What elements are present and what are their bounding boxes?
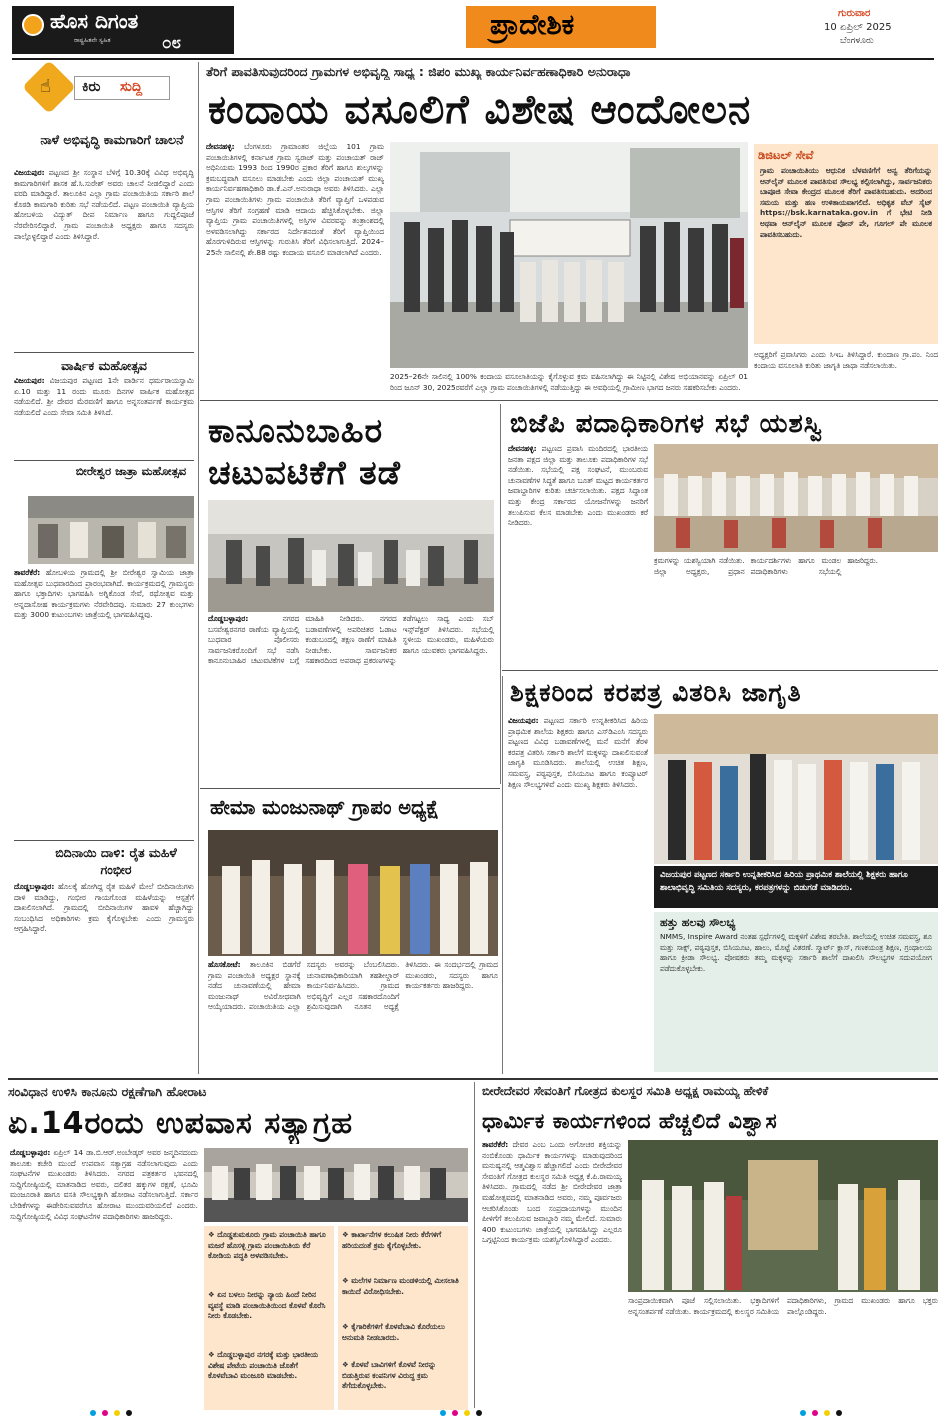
demand-item: ❖ ಕೊಳವೆ ಬಾವಿಗಳಿಗೆ ಕೊಳವೆ ನೀರನ್ನು ಬಿಡುತ್ತಿರುವ ಕಂಪನಿಗಳ ವಿರುದ್ಧ ಕ್ರಮ ತೆಗೆದುಕೊಳ್ಳಬೇಕು.: [342, 1360, 437, 1391]
lead-headline: ಕಂದಾಯ ವಸೂಲಿಗೆ ವಿಶೇಷ ಆಂದೋಲನ: [208, 87, 752, 133]
demand-item: ❖ ಕಾರ್ಖಾನೆಗಳ ಕಲುಷಿತ ನೀರು ಕೆರೆಗಳಿಗೆ ಹರಿಯದಂತೆ ಕ್ರಮ ಕೈಗೊಳ್ಳಬೇಕು.: [342, 1230, 442, 1250]
digital-service-body: ಗ್ರಾಮ ಪಂಚಾಯಿತಿಯು ಆಧುನಿಕ ಬೆಳವಣಿಗೆಗೆ ಅನ್ವ ತೆರಿಗೆಯನ್ನು ಆನ್‌ಲೈನ್ ಮೂಲಕ ಪಾವತಿಸುವ ಸೌಲಭ್ಯ ಕಲ್ಪಿಸಲಾಗಿದ್ದು, ಸಾರ್ವಜನಿಕರು ಬಾಪೂಜಿ ಸೇವಾ ಕೇಂದ್ರದ ಮೂಲಕ ತೆರಿಗೆ ಪಾವತಿಸಬಹುದು. ಅದರಿಂದ ಸಮಯ ಮತ್ತು ಹಣ ಉಳಿತಾಯವಾಗಲಿದೆ. ಅಧಿಕೃತ ವೆಬ್ ಸೈಟ್ https://bsk.karnataka.gov.in ಗೆ ಭೇಟಿ ನೀಡಿ ಅಥವಾ ಆನ್‌ಲೈನ್ ಮೂಲಕ ಪೋನ್ ಪೇ, ಗೂಗಲ್ ಪೇ ಮೂಲಕ ಪಾವತಿಸಬಹುದು.: [760, 166, 932, 239]
section-title: ಪ್ರಾದೇಶಿಕ: [490, 8, 575, 41]
masthead-rule: [12, 58, 934, 60]
logo-text: ಹೊಸ ದಿಗಂತ: [50, 9, 139, 33]
brief4-title: ಬಿದಿನಾಯಿ ದಾಳಿ: ರೈತ ಮಹಿಳೆ ಗಂಭೀರ: [55, 845, 177, 877]
story5-headline: ಹೇಮಾ ಮಂಜುನಾಥ್ ಗ್ರಾಪಂ ಅಧ್ಯಕ್ಷೆ: [210, 796, 439, 819]
bottom-band-rule: [8, 1078, 938, 1080]
bjp-meeting-photo: [654, 444, 938, 552]
brief-rule-1: [14, 352, 194, 353]
story6-body: ದೊಡ್ಡಬಳ್ಳಾಪುರ: ಏಪ್ರಿಲ್ 14 ಡಾ.ಬಿ.ಆರ್.ಅಂಬೇಡ್ಕರ್ ಅವರ ಜನ್ಮದಿನದಂದು ತಾಲೂಕು ಕಚೇರಿ ಮುಂದೆ ಉಪವಾಸ ಸತ್ಯಾಗ್ರಹ ನಡೆಸಲಾಗುವುದು ಎಂದು ಸಂಘಟನೆಗಳ ಮುಖಂಡರು ತಿಳಿಸಿದರು. ನಗರದ ಪತ್ರಕರ್ತರ ಭವನದಲ್ಲಿ ಸುದ್ದಿಗೋಷ್ಠಿಯಲ್ಲಿ ಮಾತನಾಡಿದ ಅವರು, ದಲಿತರ ಹಕ್ಕುಗಳ ರಕ್ಷಣೆ, ಭೂಮಿ ಮಂಜೂರಾತಿ ಹಾಗೂ ವಸತಿ ಸೌಲಭ್ಯಕ್ಕಾಗಿ ಹೋರಾಟ ನಡೆಸಲಾಗುತ್ತಿದೆ. ಸರ್ಕಾರ ಬೇಡಿಕೆಗಳನ್ನು ಈಡೇರಿಸುವವರೆಗೂ ಹೋರಾಟ ಮುಂದುವರಿಯಲಿದೆ ಎಂದರು. ಸುದ್ದಿಗೋಷ್ಠಿಯಲ್ಲಿ ವಿವಿಧ ಸಂಘಟನೆಗಳ ಪದಾಧಿಕಾರಿಗಳು ಹಾಜರಿದ್ದರು.: [10, 1148, 198, 1221]
sidebar: [8, 62, 194, 1074]
registration-dot-icon: [836, 1410, 842, 1416]
registration-dot-icon: [824, 1410, 830, 1416]
bullet-icon: ❖: [208, 1230, 218, 1239]
page-number: ೦೮: [162, 33, 182, 53]
brief1-title: ನಾಳೆ ಅಭಿವೃದ್ಧಿ ಕಾಮಗಾರಿಗೆ ಚಾಲನೆ: [40, 132, 184, 147]
demand-item: ❖ ಏನ ಬಳಲು ನೀರನ್ನು ನ್ಯಾಯ ಹಿಂದೆ ನೀರಿನ ವ್ಯವಸ್ಥೆ ಮಾಡಿ ಪಂಚಾಯಿತಿಯಿಂದ ಕೊಳವೆ ಕೊರೆಸಿ ನೀರು ಕೊಡಬೇಕು.: [208, 1290, 326, 1321]
story2-headline-b: ಚಟುವಟಿಕೆಗೆ ತಡೆ: [208, 453, 401, 492]
story2-divider: [500, 404, 501, 784]
story3-headline: ಬಿಜೆಪಿ ಪದಾಧಿಕಾರಿಗಳ ಸಭೆ ಯಶಸ್ವಿ: [510, 409, 824, 439]
facilities-body: NMMS, Inspire Award ನಂತಹ ಸ್ಪರ್ಧೆಗಳಲ್ಲಿ ಮಕ್ಕಳಿಗೆ ವಿಶೇಷ ತರಬೇತಿ. ಶಾಲೆಯಲ್ಲಿ ಉಚಿತ ಸಮವಸ್ತ್ರ, ಶೂ ಮತ್ತು ಸಾಕ್ಸ್, ಪಠ್ಯಪುಸ್ತಕ, ಬಿಸಿಯೂಟ, ಹಾಲು, ಮೊಟ್ಟೆ ವಿತರಣೆ. ಸ್ಮಾರ್ಟ್ ಕ್ಲಾಸ್, ಗಣಕಯಂತ್ರ ಶಿಕ್ಷಣ, ಗ್ರಂಥಾಲಯ ಹಾಗೂ ಕ್ರೀಡಾ ಸೌಲಭ್ಯ. ಪೋಷಕರು ತಮ್ಮ ಮಕ್ಕಳನ್ನು ಸರ್ಕಾರಿ ಶಾಲೆಗೆ ದಾಖಲಿಸಿ ಸೌಲಭ್ಯಗಳ ಸದುಪಯೋಗ ಪಡೆದುಕೊಳ್ಳಬೇಕು.: [660, 932, 932, 973]
bullet-icon: ❖: [208, 1290, 218, 1299]
registration-marks: [90, 1410, 150, 1418]
dateline-day: ಗುರುವಾರ: [838, 8, 871, 19]
registration-dot-icon: [102, 1410, 108, 1416]
registration-dot-icon: [440, 1410, 446, 1416]
brief-brand-b: ಸುದ್ದಿ: [120, 79, 143, 95]
story6-kicker: ಸಂವಿಧಾನ ಉಳಿಸಿ ಕಾನೂನು ರಕ್ಷಣೆಗಾಗಿ ಹೋರಾಟ: [8, 1084, 207, 1099]
bullet-icon: ❖: [342, 1276, 352, 1285]
bullet-icon: ❖: [342, 1322, 352, 1331]
police-meeting-photo: [208, 500, 494, 612]
story7-headline: ಧಾರ್ಮಿಕ ಕಾರ್ಯಗಳಿಂದ ಹೆಚ್ಚಲಿದೆ ವಿಶ್ವಾಸ: [482, 1109, 778, 1133]
story4-headline: ಶಿಕ್ಷಕರಿಂದ ಕರಪತ್ರ ವಿತರಿಸಿ ಜಾಗೃತಿ: [510, 678, 802, 707]
registration-dot-icon: [800, 1410, 806, 1416]
story3-body: ದೇವನಹಳ್ಳಿ: ಪಟ್ಟಣದ ಪ್ರವಾಸಿ ಮಂದಿರದಲ್ಲಿ ಭಾರತೀಯ ಜನತಾ ಪಕ್ಷದ ಜಿಲ್ಲಾ ಮತ್ತು ತಾಲೂಕು ಪದಾಧಿಕಾರಿಗಳ ಸಭೆ ನಡೆಯಿತು. ಸಭೆಯಲ್ಲಿ ಪಕ್ಷ ಸಂಘಟನೆ, ಮುಂಬರುವ ಚುನಾವಣೆಗಳ ಸಿದ್ಧತೆ ಹಾಗೂ ಬೂತ್ ಮಟ್ಟದ ಕಾರ್ಯಕರ್ತರ ಜವಾಬ್ದಾರಿಗಳ ಕುರಿತು ಚರ್ಚಿಸಲಾಯಿತು. ಪಕ್ಷದ ಸಿದ್ಧಾಂತ ಮತ್ತು ಕೇಂದ್ರ ಸರ್ಕಾರದ ಯೋಜನೆಗಳನ್ನು ಜನರಿಗೆ ತಲುಪಿಸುವ ಕೆಲಸ ಮಾಡಬೇಕು ಎಂದು ಮುಖಂಡರು ಕರೆ ನೀಡಿದರು.: [508, 444, 648, 528]
press-meet-photo: [204, 1148, 468, 1222]
registration-marks: [800, 1410, 860, 1418]
brief2-body: ವಿಜಯಪುರ: ವಿಜಯಪುರ ಪಟ್ಟಣದ 1ನೇ ವಾರ್ಡಿನ ಧರ್ಮರಾಯಸ್ವಾಮಿ ಏ.10 ಮತ್ತು 11 ರಂದು ಮೂರು ದಿನಗಳ ವಾರ್ಷಿಕ ಮಹೋತ್ಸವ ನಡೆಯಲಿದೆ. ಶ್ರೀ ದೇವರ ಮೆರವಣಿಗೆ ಹಾಗೂ ಅನ್ನಸಂತರ್ಪಣೆ ಕಾರ್ಯಕ್ರಮ ನಡೆಯಲಿದೆ ಎಂದು ಸೇವಾ ಸಮಿತಿ ತಿಳಿಸಿದೆ.: [14, 376, 194, 417]
story6-headline: ಏ.14ರಂದು ಉಪವಾಸ ಸತ್ಯಾಗ್ರಹ: [8, 1106, 354, 1141]
teachers-photo: [654, 714, 938, 864]
lead-body: ದೇವನಹಳ್ಳಿ: ಬೆಂಗಳೂರು ಗ್ರಾಮಾಂತರ ಜಿಲ್ಲೆಯ 101 ಗ್ರಾಮ ಪಂಚಾಯಿತಿಗಳಲ್ಲಿ ಕರ್ನಾಟಕ ಗ್ರಾಮ ಸ್ವರಾಜ್ ಮತ್ತು ಪಂಚಾಯತ್ ರಾಜ್ ಅಧಿನಿಯಮ 1993 ರಿಂದ 1990ರ ಪ್ರಕಾರ ತೆರಿಗೆ ಹಾಗೂ ಶುಲ್ಕಗಳನ್ನು ಕ್ರಮಬದ್ಧವಾಗಿ ವಸೂಲು ಮಾಡಬೇಕು ಎಂದು ಜಿಲ್ಲಾ ಪಂಚಾಯತ್ ಮುಖ್ಯ ಕಾರ್ಯನಿರ್ವಹಣಾಧಿಕಾರಿ ಡಾ.ಕೆ.ಎನ್.ಅನುರಾಧಾ ಅವರು ತಿಳಿಸಿದರು. ಎಲ್ಲಾ ಗ್ರಾಮ ಪಂಚಾಯಿತಿಗಳು ಗ್ರಾಮ ಪಂಚಾಯಿತಿ ತೆರಿಗೆ ವ್ಯಾಪ್ತಿಗೆ ಒಳಪಡುವ ಆಸ್ತಿಗಳ ತೆರಿಗೆ ಸಂಗ್ರಹಣೆ ಮಾಡಿ ಆದಾಯ ಹೆಚ್ಚಿಸಿಕೊಳ್ಳಬೇಕು. ಜಿಲ್ಲಾ ವ್ಯಾಪ್ತಿಯ ಗ್ರಾಮ ಪಂಚಾಯಿತಿಗಳಲ್ಲಿ ಅಸ್ತಿಗಳ ವಿವರವನ್ನು ತಂತ್ರಾಂಶದಲ್ಲಿ ಅಳವಡಿಸಲಾಗಿದ್ದು ಸರ್ಕಾರದ ನಿರ್ದೇಶನದಂತೆ ತೆರಿಗೆ ವ್ಯಾಪ್ತಿಯಿಂದ ಹೊರಗುಳಿದಿರುವ ಆಸ್ತಿಗಳನ್ನು ಗುರುತಿಸಿ ತೆರಿಗೆ ವಿಧಿಸಲಾಗುತ್ತಿದೆ. 2024–25ನೇ ಸಾಲಿನಲ್ಲಿ ಶೇ.88 ರಷ್ಟು ಕಂದಾಯ ವಸೂಲಿ ಮಾಡಲಾಗಿದೆ ಎಂದರು.: [206, 142, 384, 257]
registration-dot-icon: [126, 1410, 132, 1416]
bullet-icon: ❖: [342, 1360, 352, 1369]
brief-brand-a: ಕಿರು: [82, 79, 101, 95]
lead-body-2: 2025–26ನೇ ಸಾಲಿನಲ್ಲಿ 100% ಕಂದಾಯ ವಸೂಲಾತಿಯನ್ನು ಕೈಗೊಳ್ಳುವ ಕ್ರಮ ವಹಿಸಲಾಗಿದ್ದು ಈ ನಿಟ್ಟಿನಲ್ಲಿ ವಿಶೇಷ ಅಭಿಯಾನವನ್ನು ಏಪ್ರಿಲ್ 01 ರಿಂದ ಜೂನ್ 30, 2025ರವರೆಗೆ ಎಲ್ಲಾ ಗ್ರಾಮ ಪಂಚಾಯಿತಿಗಳಲ್ಲಿ ನಡೆಯುತ್ತಿದ್ದು ಈ ಅವಧಿಯಲ್ಲಿ ಗ್ರಾಮೀಣ ಭಾಗದ ಜನರು ಸಹಕರಿಸಬೇಕು ಎಂದರು.: [390, 372, 748, 392]
brief-rule-2: [14, 460, 194, 461]
brief-brand: [8, 66, 194, 112]
story7-body: ತಾವರೆಕೆರೆ: ದೇವರ ಎಂಬ ಒಂದು ಅಗೋಚರ ಶಕ್ತಿಯನ್ನು ನಂಬಿಕೊಂಡು ಧಾರ್ಮಿಕ ಕಾರ್ಯಗಳನ್ನು ಮಾಡುವುದರಿಂದ ಮನುಷ್ಯನಲ್ಲಿ ಆತ್ಮವಿಶ್ವಾಸ ಹೆಚ್ಚಾಗಲಿದೆ ಎಂದು ಬೀರೇದೇವರ ಸೇವಂತಿಗೆ ಗೋತ್ರದ ಕುಲಸ್ಥರ ಸಮಿತಿ ಅಧ್ಯಕ್ಷ ಕೆ.ಪಿ.ರಾಮಯ್ಯ ತಿಳಿಸಿದರು. ಗ್ರಾಮದಲ್ಲಿ ನಡೆದ ಶ್ರೀ ಬೀರೇದೇವರ ಜಾತ್ರಾ ಮಹೋತ್ಸವದಲ್ಲಿ ಮಾತನಾಡಿದ ಅವರು, ನಮ್ಮ ಪೂರ್ವಜರು ಆಚರಿಸಿಕೊಂಡು ಬಂದ ಸಂಪ್ರದಾಯಗಳನ್ನು ಮುಂದಿನ ಪೀಳಿಗೆಗೆ ತಲುಪಿಸುವ ಜವಾಬ್ದಾರಿ ನಮ್ಮ ಮೇಲಿದೆ. ಸುಮಾರು 400 ಕುಟುಂಬಗಳು ಜಾತ್ರೆಯಲ್ಲಿ ಭಾಗವಹಿಸಿದ್ದು ಎಲ್ಲರೂ ಒಗ್ಗಟ್ಟಿನಿಂದ ಕಾರ್ಯಕ್ರಮ ಯಶಸ್ವಿಗೊಳಿಸಿದ್ದಾರೆ ಎಂದರು.: [482, 1140, 622, 1245]
story7-body-2: ಸಾಂಪ್ರದಾಯಿಕವಾಗಿ ಪೂಜೆ ಸಲ್ಲಿಸಲಾಯಿತು. ಭಕ್ತಾದಿಗಳಿಗೆ ಅನ್ನಸಂತರ್ಪಣೆ ನಡೆಯಿತು. ಕಾರ್ಯಕ್ರಮದಲ್ಲಿ ಕುಲಸ್ಥರ ಸಮಿತಿಯ ಪದಾಧಿಕಾರಿಗಳು, ಗ್ರಾಮದ ಮುಖಂಡರು ಹಾಗೂ ಭಕ್ತರು ಪಾಲ್ಗೊಂಡಿದ್ದರು.: [628, 1296, 938, 1316]
digital-service-title: ಡಿಜಿಟಲ್ ಸೇವೆ: [758, 148, 814, 162]
hand-glyph-icon: ☝: [40, 76, 51, 97]
demands-box-b: [338, 1226, 468, 1410]
jathra-photo: [28, 496, 194, 564]
registration-dot-icon: [90, 1410, 96, 1416]
story5-divider: [502, 676, 503, 1074]
sidebar-divider: [198, 62, 199, 1074]
bottom-divider: [474, 1082, 475, 1408]
digital-service-box: [754, 144, 938, 344]
gp-president-photo: [208, 830, 498, 956]
story7-kicker: ಬೀರೇದೇವರ ಸೇವಂತಿಗೆ ಗೋತ್ರದ ಕುಲಸ್ಥರ ಸಮಿತಿ ಅಧ್ಯಕ್ಷ ರಾಮಯ್ಯ ಹೇಳಿಕೆ: [482, 1084, 769, 1098]
bullet-icon: ❖: [342, 1230, 352, 1239]
dateline-place: ಬೆಂಗಳೂರು: [840, 36, 874, 46]
brief2-title: ವಾರ್ಷಿಕ ಮಹೋತ್ಸವ: [61, 358, 147, 373]
brief3-body: ತಾವರೆಕೆರೆ: ಹೋಬಳಿಯ ಗ್ರಾಮದಲ್ಲಿ ಶ್ರೀ ಬೀರೇಶ್ವರ ಸ್ವಾಮಿಯ ಜಾತ್ರಾ ಮಹೋತ್ಸವ ಬುಧವಾರದಿಂದ ಪ್ರಾರಂಭವಾಗಿದೆ. ಕಾರ್ಯಕ್ರಮದಲ್ಲಿ ಗ್ರಾಮಸ್ಥರು ಹಾಗೂ ಭಕ್ತಾದಿಗಳು ಭಾಗವಹಿಸಿ ಅಗ್ನಿಕೊಂಡ ಸೇವೆ, ರಥೋತ್ಸವ ಮತ್ತು ಅನ್ನದಾಸೋಹ ಕಾರ್ಯಕ್ರಮಗಳು ನೆರವೇರಿದವು. ಸುಮಾರು 27 ಕುಂಭಗಳು ಮತ್ತು 3000 ಕುಟುಂಬಗಳು ಜಾತ್ರೆಯಲ್ಲಿ ಭಾಗವಹಿಸಿದ್ದವು.: [14, 568, 194, 620]
story4-body: ವಿಜಯಪುರ: ಪಟ್ಟಣದ ಸರ್ಕಾರಿ ಉನ್ನತೀಕರಿಸಿದ ಹಿರಿಯ ಪ್ರಾಥಮಿಕ ಶಾಲೆಯ ಶಿಕ್ಷಕರು ಹಾಗೂ ಎಸ್‌ಡಿಎಂಸಿ ಸದಸ್ಯರು ಪಟ್ಟಣದ ವಿವಿಧ ಬಡಾವಣೆಗಳಲ್ಲಿ ಮನೆ ಮನೆಗೆ ತೆರಳಿ ಕರಪತ್ರ ವಿತರಿಸಿ ಸರ್ಕಾರಿ ಶಾಲೆಗೆ ಮಕ್ಕಳನ್ನು ದಾಖಲಿಸುವಂತೆ ಜಾಗೃತಿ ಮೂಡಿಸಿದರು. ಶಾಲೆಯಲ್ಲಿ ಉಚಿತ ಶಿಕ್ಷಣ, ಸಮವಸ್ತ್ರ, ಪಠ್ಯಪುಸ್ತಕ, ಬಿಸಿಯೂಟ ಹಾಗೂ ಕಂಪ್ಯೂಟರ್ ಶಿಕ್ಷಣ ಸೌಲಭ್ಯಗಳಿವೆ ಎಂದು ಮುಖ್ಯ ಶಿಕ್ಷಕರು ತಿಳಿಸಿದರು.: [508, 716, 648, 789]
temple-photo: [628, 1140, 938, 1292]
brief4-body: ದೊಡ್ಡಬಳ್ಳಾಪುರ: ಹೊಲಕ್ಕೆ ಹೋಗಿದ್ದ ರೈತ ಮಹಿಳೆ ಮೇಲೆ ಬೀದಿನಾಯಿಗಳು ದಾಳಿ ಮಾಡಿದ್ದು, ಗಂಭೀರ ಗಾಯಗೊಂಡ ಮಹಿಳೆಯನ್ನು ಆಸ್ಪತ್ರೆಗೆ ದಾಖಲಿಸಲಾಗಿದೆ. ಗ್ರಾಮದಲ್ಲಿ ಬೀದಿನಾಯಿಗಳ ಹಾವಳಿ ಹೆಚ್ಚಾಗಿದ್ದು ಸಂಬಂಧಿಸಿದ ಅಧಿಕಾರಿಗಳು ಕ್ರಮ ಕೈಗೊಳ್ಳಬೇಕು ಎಂದು ಗ್ರಾಮಸ್ಥರು ಆಗ್ರಹಿಸಿದ್ದಾರೆ.: [14, 882, 194, 934]
logo-block: [12, 6, 234, 54]
dateline-date: 10 ಏಪ್ರಿಲ್ 2025: [824, 22, 892, 33]
brief-rule-3: [14, 840, 194, 841]
registration-dot-icon: [114, 1410, 120, 1416]
brief1-body: ವಿಜಯಪುರ: ಪಟ್ಟಣದ ಶ್ರೀ ಸಂಸ್ಥಾನ ಬೆಳಿಗ್ಗೆ 10.30ಕ್ಕೆ ವಿವಿಧ ಅಭಿವೃದ್ಧಿ ಕಾಮಗಾರಿಗಳಿಗೆ ಶಾಸಕ ಹೆ.ಸಿ.ಸುರೇಶ್ ಅವರು ಚಾಲನೆ ನೀಡಲಿದ್ದಾರೆ ಎಂದು ವರದಿ ಮಾಡಿದ್ದಾರೆ. ತಾಲೂಕಿನ ಎಲ್ಲಾ ಗ್ರಾಮ ಪಂಚಾಯಿತಿಯ ಸರ್ಕಾರಿ ಶಾಲೆ ಕೊಠಡಿ ಕಾಮಗಾರಿ ಕುರಿತು ಸಭೆ ನಡೆಯಲಿದೆ. ಪಟ್ಟಣ ಪಂಚಾಯಿತಿ ವ್ಯಾಪ್ತಿಯ ಹೋಬಳಿಯ ವಿದ್ಯುತ್ ದೀಪ ನಿರ್ಮಾಣ ಹಾಗೂ ಗುದ್ದಲಿಪೂಜೆ ನೆರವೇರಿಸಲಿದ್ದಾರೆ. ಗ್ರಾಮ ಪಂಚಾಯಿತಿ ಅಧ್ಯಕ್ಷರು ಹಾಗೂ ಸದಸ್ಯರು ಪಾಲ್ಗೊಳ್ಳಲಿದ್ದಾರೆ ಎಂದು ತಿಳಿಸಿದ್ದಾರೆ.: [14, 168, 194, 241]
demand-item: ❖ ದೊಡ್ಡಬಳ್ಳಾಪುರ ನಗರಕ್ಕೆ ಮತ್ತು ಭಾರತೀಯ ವಿಶೇಷ ಪೇಟೆಯ ಪಂಚಾಯಿತಿ ಜೊತೆಗೆ ಕೊಳವೆಬಾವಿ ಮಂಜೂರಿ ಮಾಡಬೇಕು.: [208, 1350, 319, 1381]
story3-bottom-rule: [502, 670, 938, 671]
registration-marks: [440, 1410, 500, 1418]
registration-dot-icon: [452, 1410, 458, 1416]
facilities-title: ಹತ್ತು ಹಲವು ಸೌಲಭ್ಯ: [660, 916, 736, 929]
story5-body: ಹೊಸಕೋಟೆ: ತಾಲೂಕಿನ ಬಿಡಗೆರೆ ಗ್ರಾಮ ಪಂಚಾಯಿತಿ ಅಧ್ಯಕ್ಷರ ಸ್ಥಾನಕ್ಕೆ ನಡೆದ ಚುನಾವಣೆಯಲ್ಲಿ ಹೇಮಾ ಮಂಜುನಾಥ್ ಅವಿರೋಧವಾಗಿ ಆಯ್ಕೆಯಾದರು. ಪಂಚಾಯಿತಿಯ ಎಲ್ಲಾ ಸದಸ್ಯರು ಅವರನ್ನು ಬೆಂಬಲಿಸಿದರು. ಚುನಾವಣಾಧಿಕಾರಿಯಾಗಿ ತಹಶೀಲ್ದಾರ್ ಕಾರ್ಯನಿರ್ವಹಿಸಿದರು. ಗ್ರಾಮದ ಅಭಿವೃದ್ಧಿಗೆ ಎಲ್ಲರ ಸಹಕಾರದೊಂದಿಗೆ ಶ್ರಮಿಸುವುದಾಗಿ ನೂತನ ಅಧ್ಯಕ್ಷೆ ತಿಳಿಸಿದರು. ಈ ಸಂದರ್ಭದಲ್ಲಿ ಗ್ರಾಮದ ಮುಖಂಡರು, ಸದಸ್ಯರು ಹಾಗೂ ಕಾರ್ಯಕರ್ತರು ಹಾಜರಿದ್ದರು.: [208, 960, 498, 1012]
bullet-icon: ❖: [208, 1350, 218, 1359]
demand-item: ❖ ಕೈಗಾರಿಕೆಗಳಿಗೆ ಕೊಳವೆಬಾವಿ ಕೊರೆಯಲು ಅನುಮತಿ ನೀಡಬಾರದು.: [342, 1322, 445, 1342]
lead-tail: ಅಧ್ಯಕ್ಷರಿಗೆ ಪ್ರವಾಸಿಗರು ಎಂದು ಸಿಇಒ ತಿಳಿಸಿದ್ದಾರೆ. ಕುಂದಾಣ ಗ್ರಾ.ಪಂ. ನಿಂದ ಕಂದಾಯ ವಸೂಲಾತಿ ಕುರಿತು ಜಾಗೃತಿ ಜಾಥಾ ನಡೆಸಲಾಯಿತು.: [754, 350, 938, 370]
lead-bottom-rule: [200, 400, 938, 401]
story5-top-rule: [200, 788, 500, 789]
demands-box-a: [204, 1226, 334, 1410]
facilities-box: [654, 912, 938, 1072]
demand-item: ❖ ಮಲೆಗಳ ನಿರ್ಮಾಣ ಮಂಡಳಿಯಲ್ಲಿ ಮೀಸಲಾತಿ ಕಾಯಿದೆ ವಿರೋಧಿಸಬೇಕು.: [342, 1276, 459, 1296]
registration-dot-icon: [812, 1410, 818, 1416]
logo-emblem-icon: [22, 14, 44, 36]
lead-photo: [390, 142, 748, 368]
logo-subtitle: ರಾಷ್ಟ್ರಹಿತವೇ ಸ್ವಹಿತ: [74, 37, 111, 44]
story2-headline-a: ಕಾನೂನುಬಾಹಿರ: [208, 411, 384, 450]
masthead: [0, 0, 945, 58]
story3-body-2: ಕ್ರಮಗಳನ್ನು ಯಶಸ್ವಿಯಾಗಿ ನಡೆಯಿತು. ಜಿಲ್ಲಾ ಅಧ್ಯಕ್ಷರು, ಪ್ರಧಾನ ಕಾರ್ಯದರ್ಶಿಗಳು ಹಾಗೂ ಮಂಡಲ ಪದಾಧಿಕಾರಿಗಳು ಸಭೆಯಲ್ಲಿ ಹಾಜರಿದ್ದರು.: [654, 556, 878, 576]
demand-item: ❖ ದೊಡ್ಡತುಮಕೂರು ಗ್ರಾಮ ಪಂಚಾಯಿತಿ ಹಾಗೂ ಮಜರೆ ಹೊಸಳ್ಳಿ ಗ್ರಾಮ ಪಂಚಾಯಿತಿಯ ಕೆರೆ ಕೋಡಿಯ ಪದ್ಧತಿ ಅಳವಡಿಸಬೇಕು.: [208, 1230, 326, 1261]
teachers-photo-caption: ವಿಜಯಪುರ ಪಟ್ಟಣದ ಸರ್ಕಾರಿ ಉನ್ನತೀಕರಿಸಿದ ಹಿರಿಯ ಪ್ರಾಥಮಿಕ ಶಾಲೆಯಲ್ಲಿ ಶಿಕ್ಷಕರು ಹಾಗೂ ಶಾಲಾಭಿವೃದ್ಧಿ ಸಮಿತಿಯ ಸದಸ್ಯರು, ಕರಪತ್ರಗಳನ್ನು ಬಿಡುಗಡೆ ಮಾಡಿದರು.: [654, 866, 938, 908]
brief3-title: ಬೀರೇಶ್ವರ ಜಾತ್ರಾ ಮಹೋತ್ಸವ: [75, 464, 187, 478]
registration-dot-icon: [464, 1410, 470, 1416]
story2-body: ದೊಡ್ಡಬಳ್ಳಾಪುರ: ನಗರದ ಬಸವೇಶ್ವರನಗರ ಠಾಣೆಯ ವ್ಯಾಪ್ತಿಯಲ್ಲಿ ಬುಧವಾರ ಪೊಲೀಸರು ಸಾರ್ವಜನಿಕರೊಂದಿಗೆ ಸಭೆ ನಡೆಸಿ ಕಾನೂನುಬಾಹಿರ ಚಟುವಟಿಕೆಗಳ ಬಗ್ಗೆ ಮಾಹಿತಿ ನೀಡಿದರು. ನಗರದ ಬಡಾವಣೆಗಳಲ್ಲಿ ಅಪರಿಚಿತರ ಓಡಾಟ ಕಂಡುಬಂದಲ್ಲಿ ತಕ್ಷಣ ಠಾಣೆಗೆ ಮಾಹಿತಿ ನೀಡಬೇಕು. ಸಾರ್ವಜನಿಕರ ಸಹಕಾರದಿಂದ ಅಪರಾಧ ಪ್ರಕರಣಗಳನ್ನು ತಡೆಗಟ್ಟಲು ಸಾಧ್ಯ ಎಂದು ಸಬ್ ಇನ್ಸ್‌ಪೆಕ್ಟರ್ ತಿಳಿಸಿದರು. ಸಭೆಯಲ್ಲಿ ಸ್ಥಳೀಯ ಮುಖಂಡರು, ಮಹಿಳೆಯರು ಹಾಗೂ ಯುವಕರು ಭಾಗವಹಿಸಿದ್ದರು.: [208, 614, 494, 666]
registration-dot-icon: [476, 1410, 482, 1416]
lead-kicker: ತೆರಿಗೆ ಪಾವತಿಸುವುದರಿಂದ ಗ್ರಾಮಗಳ ಅಭಿವೃದ್ಧಿ ಸಾಧ್ಯ : ಜಿಪಂ ಮುಖ್ಯ ಕಾರ್ಯನಿರ್ವಹಣಾಧಿಕಾರಿ ಅನುರಾಧಾ: [206, 64, 631, 79]
